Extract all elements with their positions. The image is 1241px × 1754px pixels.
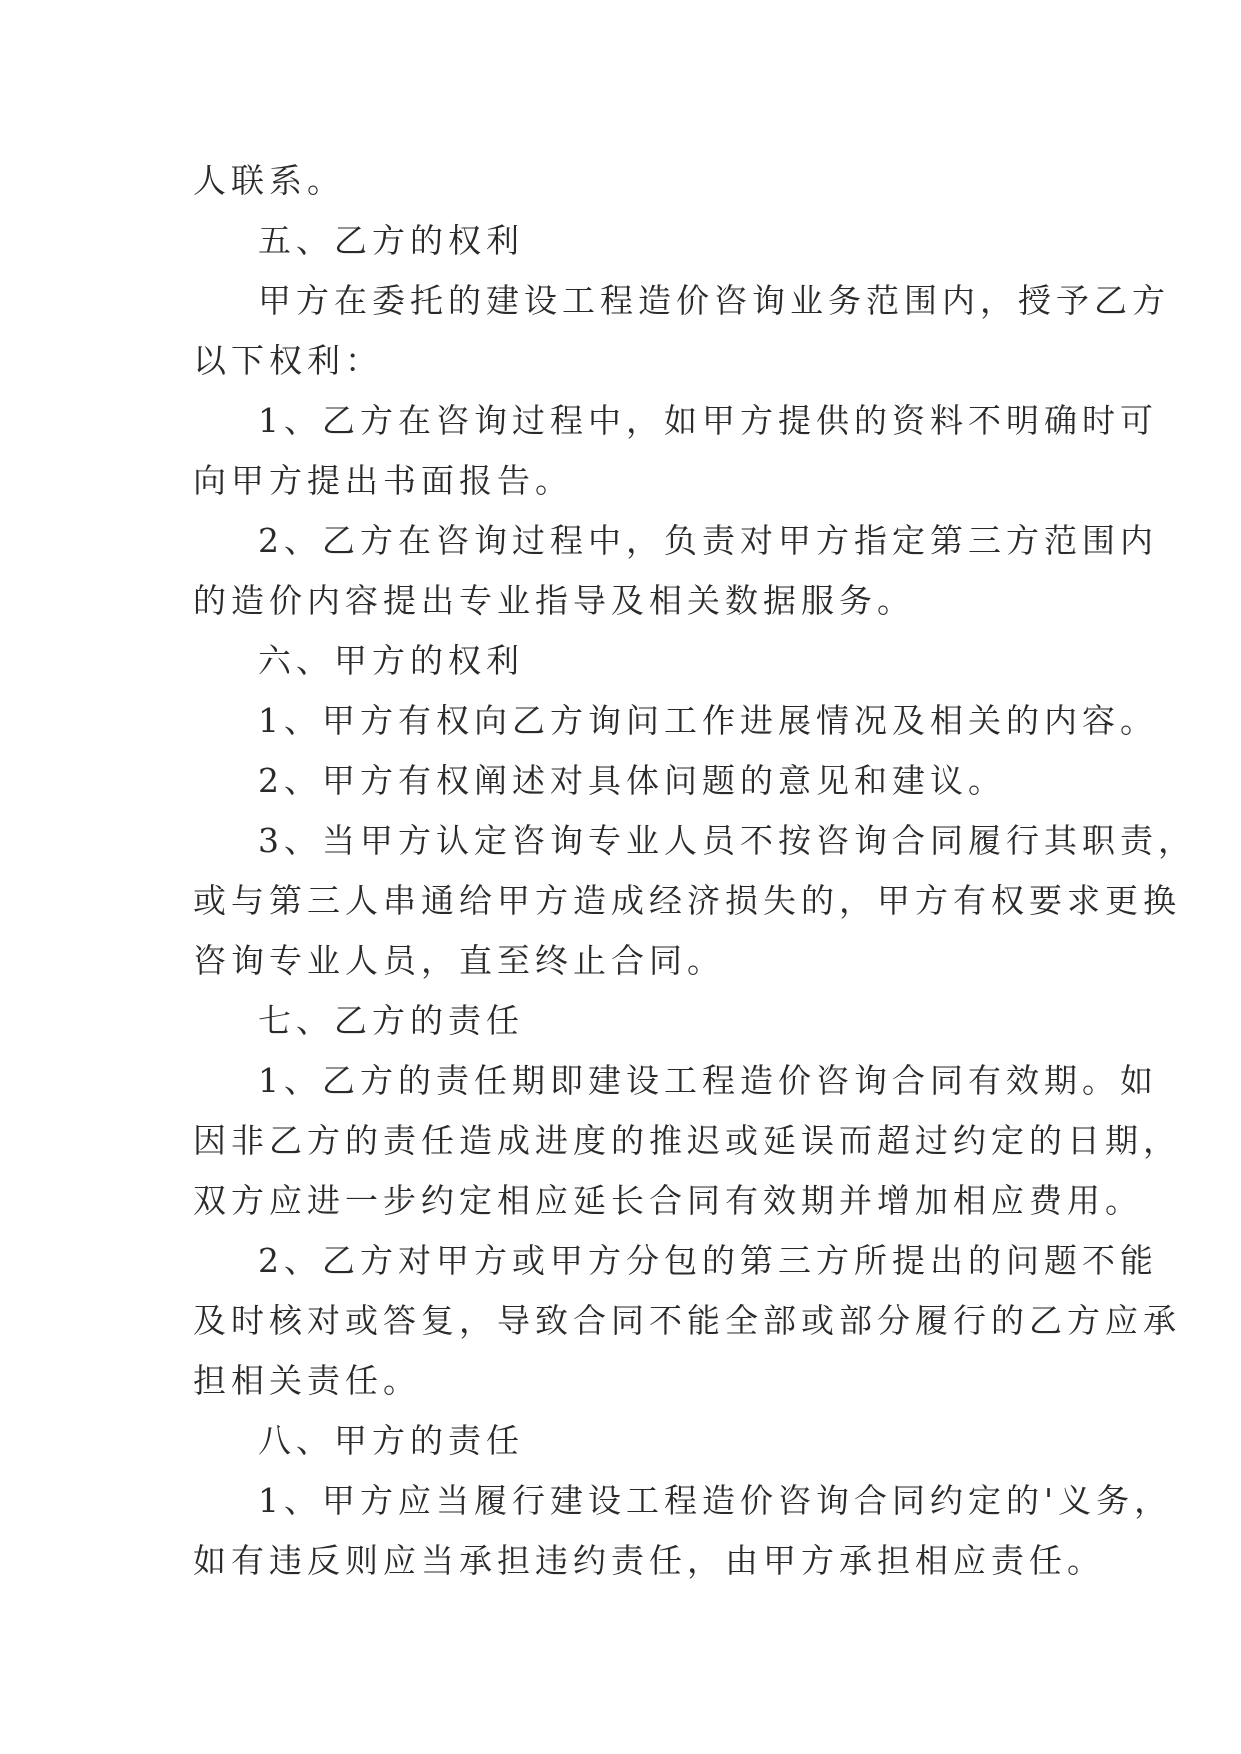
paragraph-line: 以下权利：: [193, 341, 383, 380]
paragraph-continuation: 人联系。: [193, 161, 345, 200]
section-heading-6: 六、甲方的权利: [258, 641, 524, 680]
paragraph-line: 双方应进一步约定相应延长合同有效期并增加相应费用。: [193, 1181, 1143, 1220]
paragraph-line: 甲方在委托的建设工程造价咨询业务范围内，授予乙方: [258, 281, 1170, 320]
section-heading-8: 八、甲方的责任: [258, 1421, 524, 1460]
paragraph-line: 因非乙方的责任造成进度的推迟或延误而超过约定的日期，: [193, 1121, 1181, 1160]
paragraph-line: 2、乙方在咨询过程中，负责对甲方指定第三方范围内: [258, 521, 1158, 560]
paragraph-line: 2、乙方对甲方或甲方分包的第三方所提出的问题不能: [258, 1241, 1158, 1280]
paragraph-line: 1、甲方应当履行建设工程造价咨询合同约定的'义务，: [258, 1481, 1173, 1520]
paragraph-line: 或与第三人串通给甲方造成经济损失的，甲方有权要求更换: [193, 881, 1181, 920]
paragraph-line: 1、甲方有权向乙方询问工作进展情况及相关的内容。: [258, 701, 1158, 740]
paragraph-line: 2、甲方有权阐述对具体问题的意见和建议。: [258, 761, 1006, 800]
section-heading-5: 五、乙方的权利: [258, 221, 524, 260]
section-heading-7: 七、乙方的责任: [258, 1001, 524, 1040]
paragraph-line: 向甲方提出书面报告。: [193, 461, 573, 500]
paragraph-line: 1、乙方的责任期即建设工程造价咨询合同有效期。如: [258, 1061, 1158, 1100]
paragraph-line: 担相关责任。: [193, 1361, 421, 1400]
paragraph-line: 1、乙方在咨询过程中，如甲方提供的资料不明确时可: [258, 401, 1158, 440]
paragraph-line: 的造价内容提出专业指导及相关数据服务。: [193, 581, 915, 620]
paragraph-line: 及时核对或答复，导致合同不能全部或部分履行的乙方应承: [193, 1301, 1181, 1340]
paragraph-line: 如有违反则应当承担违约责任，由甲方承担相应责任。: [193, 1541, 1105, 1580]
paragraph-line: 3、当甲方认定咨询专业人员不按咨询合同履行其职责，: [258, 821, 1196, 860]
paragraph-line: 咨询专业人员，直至终止合同。: [193, 941, 725, 980]
document-body: [193, 156, 1196, 1596]
